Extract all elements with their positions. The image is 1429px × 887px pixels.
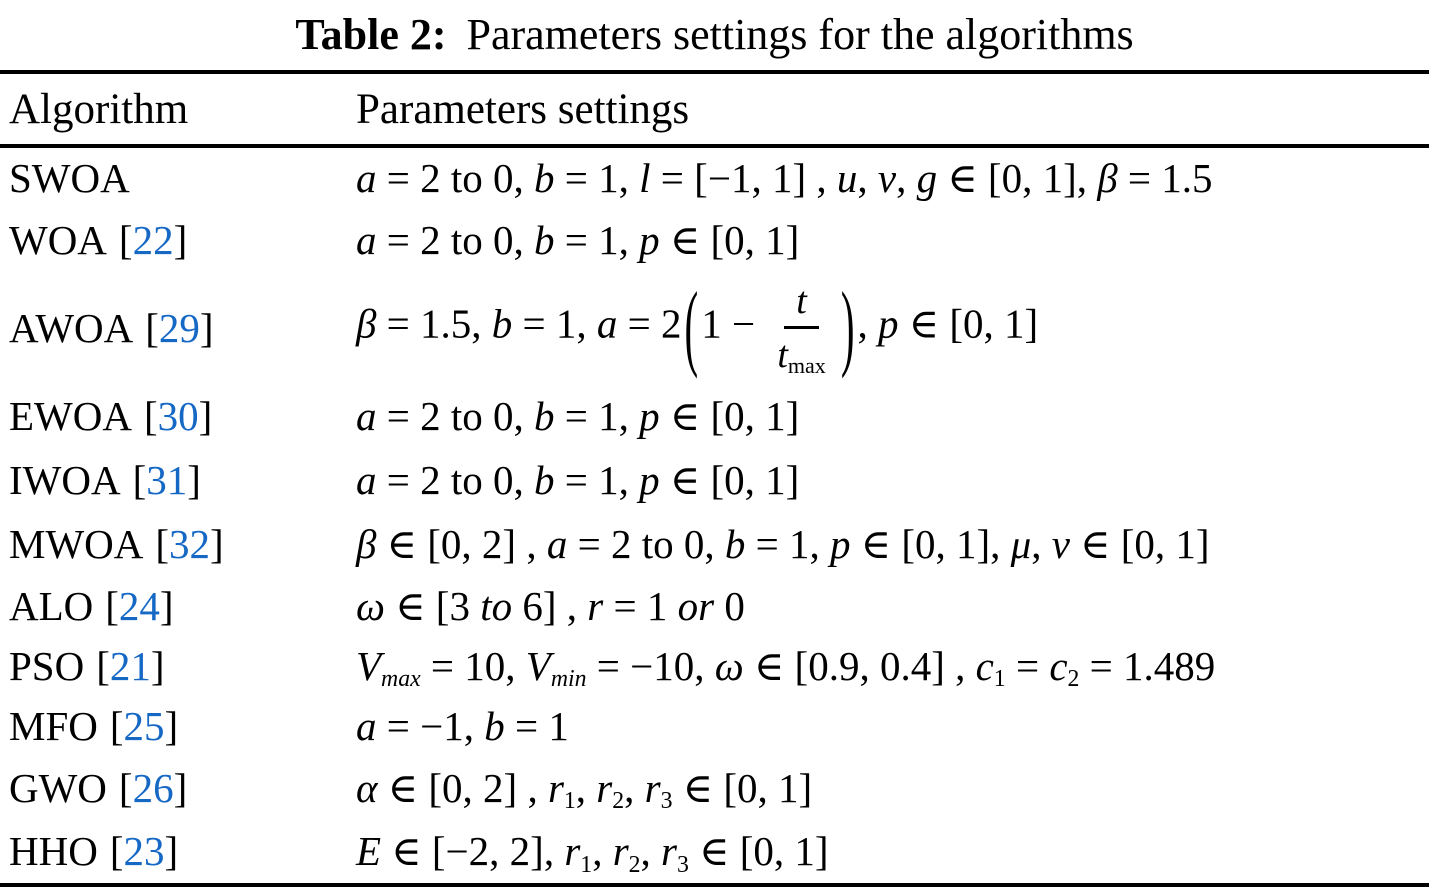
citation [105,583,173,629]
params-cell: E ∈ [−2, 2], $r_1$, $r_2$, $r_3$ ∈ [0, 1] [356,828,829,878]
algorithm-cell [0,828,356,874]
citation-number[interactable]: 21 [109,642,151,689]
algorithm-cell [0,582,356,629]
table-caption-text: Parameters settings for the algorithms [466,10,1134,59]
citation [145,305,213,351]
table-row [0,512,1429,576]
params-cell: β ∈ [0, 2] , a = 2 to 0, b = 1, p ∈ [0, 1], μ, v ∈ [0, 1] [356,520,1210,567]
citation-bracket-close: ] [173,764,188,811]
table-row [0,756,1429,820]
citation-number[interactable]: 30 [157,392,199,439]
algorithm-cell [0,216,356,263]
citation-bracket-close: ] [210,520,224,567]
params-cell: a = −1, b = 1 [356,702,569,749]
citation-bracket-close: ] [187,456,201,503]
citation-bracket-open: [ [143,392,158,439]
table-row [0,576,1429,636]
algorithm-name: PSO [9,642,85,689]
table-row [0,448,1429,512]
citation [144,393,212,439]
citation-number[interactable]: 26 [132,764,174,811]
algorithm-name: EWOA [9,392,132,439]
citation-bracket-open: [ [96,642,110,689]
table-body [0,148,1429,883]
citation-number[interactable]: 31 [146,456,188,503]
citation-bracket-open: [ [109,828,124,874]
table-row [0,820,1429,883]
citation [155,521,223,567]
table-row [0,696,1429,756]
citation-bracket-close: ] [198,392,213,439]
params-cell: $V_{max} = 10$, $V_{min} = -10$, ω ∈ [0.9, 0.4] , $c_1 = c_2 = 1.489$ [356,642,1216,693]
header-algorithm: Algorithm [9,85,189,133]
table-row [0,272,1429,384]
table-caption [0,0,1429,70]
table-row [0,208,1429,272]
citation-bracket-close: ] [199,304,214,351]
citation-number[interactable]: 32 [169,520,211,567]
params-cell: a = 2 to 0, b = 1, l = [−1, 1] , u, v, g ∈ [0, 1], β = 1.5 [356,154,1213,201]
algorithm-name: HHO [9,828,98,874]
citation [110,828,178,874]
citation-bracket-close: ] [159,582,174,629]
table-header-row [0,74,1429,144]
citation [96,643,164,689]
citation-number[interactable]: 22 [132,216,174,263]
params-cell: a = 2 to 0, b = 1, p ∈ [0, 1] [356,456,800,503]
params-cell: β = 1.5, b = 1, a = 2(1 − $\frac{t}{t_{max}}$ ), p ∈ [0, 1] [356,270,1039,379]
citation-number[interactable]: 23 [123,828,165,874]
algorithm-name: AWOA [9,304,134,351]
algorithm-cell [0,304,356,351]
algorithm-cell [0,520,356,567]
table-row [0,384,1429,448]
citation-number[interactable]: 29 [158,304,200,351]
header-parameters-settings: Parameters settings [356,85,690,133]
citation-bracket-close: ] [173,216,188,263]
citation-bracket-open: [ [155,520,170,567]
citation-bracket-open: [ [132,456,147,503]
params-cell: ω ∈ [3 to 6] , r = 1 or 0 [356,582,745,629]
params-cell: a = 2 to 0, b = 1, p ∈ [0, 1] [356,216,800,263]
algorithm-cell [0,154,356,201]
algorithm-name: MWOA [9,520,144,567]
algorithm-cell [0,702,356,749]
citation-bracket-open: [ [118,216,133,263]
params-cell: α ∈ [0, 2] , $r_1$, $r_2$, $r_3$ ∈ [0, 1] [356,764,813,815]
citation-bracket-open: [ [105,582,119,629]
citation-number[interactable]: 24 [118,582,160,629]
table-row [0,636,1429,696]
citation-bracket-close: ] [164,828,179,874]
citation [119,765,187,811]
table-caption-label: Table 2: [295,10,447,59]
table-row [0,148,1429,208]
algorithm-name: GWO [9,764,107,811]
citation-bracket-close: ] [164,702,179,749]
citation [119,217,187,263]
citation-bracket-close: ] [150,642,165,689]
algorithm-name: SWOA [9,154,130,201]
params-cell: a = 2 to 0, b = 1, p ∈ [0, 1] [356,392,800,439]
citation-bracket-open: [ [109,702,124,749]
algorithm-name: IWOA [9,456,121,503]
citation-bracket-open: [ [118,764,133,811]
algorithm-cell [0,392,356,439]
citation-number[interactable]: 25 [123,702,165,749]
algorithm-name: MFO [9,702,98,749]
algorithm-name: WOA [9,216,107,263]
citation-bracket-open: [ [145,304,159,351]
bottom-rule [0,883,1429,887]
algorithm-cell [0,456,356,503]
citation [133,457,201,503]
algorithm-cell [0,642,356,689]
algorithm-cell [0,764,356,811]
citation [110,703,178,749]
algorithm-name: ALO [9,582,94,629]
